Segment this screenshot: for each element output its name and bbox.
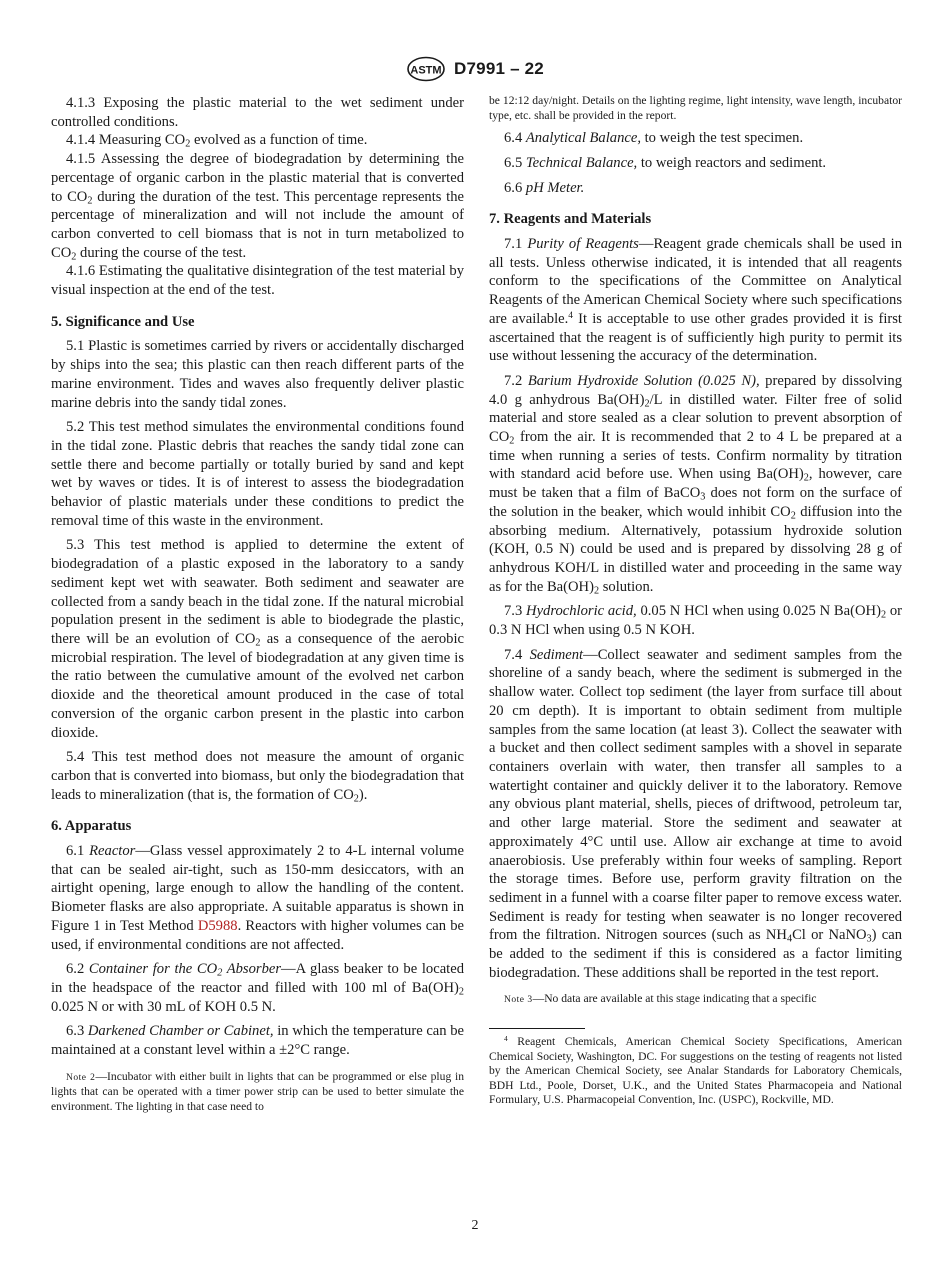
para-6-5: 6.5 Technical Balance, to weigh reactors and sediment. bbox=[504, 154, 827, 171]
page-number: 2 bbox=[471, 1218, 479, 1233]
page-header bbox=[0, 56, 950, 82]
standard-designation: D7991 – 22 bbox=[454, 59, 544, 78]
para-4-1-4: 4.1.4 Measuring $CO_2$ evolved as a function of time. bbox=[66, 132, 368, 150]
para-6-1: 6.1 Reactor—Glass vessel approximately 2 to 4-L internal volume that can be sealed air-tight, such as 150-mm desiccators, with an airtight opening, large enough to allow the handling of the content. Biometer flasks are also appropriate. A suitable apparatus is shown in Figure 1 in Test Method D5988. Reactors with higher volumes can be used, if environmental conditions are not affected. bbox=[51, 843, 465, 953]
para-4-1-6: 4.1.6 Estimating the qualitative disintegration of the test material by visual inspection at the end of the test. bbox=[51, 263, 464, 299]
footnote-4: $^4$ Reagent Chemicals, American Chemical Society Specifications, American Chemical Society, Washington, DC. For suggestions on the testing of reagents not listed by the American Chemical Society, see Analar Standards for Laboratory Chemicals, BDH Ltd., Poole, Dorset, U.K., and the United States Pharmacopeia and National Formulary, U.S. Pharmacopeial Convention, Inc. (USPC), Rockville, MD. bbox=[489, 1033, 902, 1107]
right-column bbox=[489, 94, 902, 1108]
note-2-continued: be 12:12 day/night. Details on the lighting regime, light intensity, wave length, incubator type, etc. shall be provided in the report. bbox=[489, 94, 902, 122]
para-4-1-5: 4.1.5 Assessing the degree of biodegradation by determining the percentage of organic carbon in the plastic material that is converted to $CO_2$ during the duration of the test. This percentage represents the percentage of mineralization and will not include the amount of carbon converted to cell biomass that is not in turn metabolized to $CO_2$ during the course of the test. bbox=[51, 151, 465, 263]
para-6-6: 6.6 pH Meter. bbox=[504, 179, 585, 196]
para-4-1-3: 4.1.3 Exposing the plastic material to the wet sediment under controlled conditions. bbox=[51, 95, 464, 130]
left-column bbox=[51, 94, 464, 1115]
para-7-2: 7.2 Barium Hydroxide Solution (0.025 N), prepared by dissolving 4.0 g anhydrous $Ba(OH)_2/L$ in distilled water. Filter free of solid material and store sealed as a clear solution to prevent absorption of $CO_2$ from the air. It is recommended that 2 to 4 L be prepared at a time when running a series of tests. Confirm normality by titration with standard acid before use. When using $Ba(OH)_2$, however, care must be taken that a film of BaCO$_3$ does not form on the surface of the solution in the beaker, which would inhibit $CO_2$ diffusion into the absorbing medium. Alternatively, potassium hydroxide solution (KOH, 0.5 N) could be used and is prepared by dissolving 28 g of anhydrous KOH/L in distilled water and proceeding in the same way as for the $Ba(OH)_2$ solution. bbox=[489, 372, 902, 597]
para-6-2: 6.2 Container for the $CO_2$ Absorber—A glass beaker to be located in the headspace of the reactor and filled with 100 ml of $Ba(OH)_2$ 0.025 N or with 30 mL of KOH 0.5 N. bbox=[51, 961, 465, 1015]
para-7-3: 7.3 Hydrochloric acid, 0.05 N HCl when using 0.025 N $Ba(OH)_2$ or 0.3 N HCl when using 0.5 N KOH. bbox=[489, 603, 902, 639]
section-heading-7: 7. Reagents and Materials bbox=[489, 211, 652, 228]
para-6-4: 6.4 Analytical Balance, to weigh the test specimen. bbox=[504, 130, 804, 147]
para-5-4: 5.4 This test method does not measure the amount of organic carbon that is converted into biomass, but only the biodegradation that leads to mineralization (that is, the formation of $CO_2$). bbox=[51, 749, 464, 805]
para-7-1: 7.1 Purity of Reagents—Reagent grade chemicals shall be used in all tests. Unless otherwise indicated, it is intended that all reagents conform to the specifications of the Committee on Analytical Reagents of the American Chemical Society where such specifications are available.$^4$ It is acceptable to use other grades provided it is first ascertained that the reagent is of sufficiently high purity to permit its use without lessening the accuracy of the determination. bbox=[489, 236, 903, 365]
footnote-divider bbox=[489, 1028, 585, 1029]
note-2: Note 2—Incubator with either built in lights that can be programmed or else plug in lights that can be operated with a timer power strip can be used to better simulate the environment. The lighting in that case need to bbox=[51, 1069, 464, 1113]
astm-logo-icon bbox=[406, 56, 446, 82]
para-5-1: 5.1 Plastic is sometimes carried by rivers or accidentally discharged by ships into the sea; this plastic can then reach different parts of the marine environment. Tides and waves also frequently deliver plastic marine debris into the sandy tidal zones. bbox=[51, 338, 464, 411]
section-heading-6: 6. Apparatus bbox=[51, 818, 132, 835]
para-5-3: 5.3 This test method is applied to determine the extent of biodegradation of a plastic exposed in the laboratory to a sandy sediment kept wet with seawater. Both sediment and seawater are collected from a sandy beach in the tidal zone. If the natural microbial population present in the sediment is able to biodegrade the plastic, there will be an evolution of $CO_2$ as a consequence of the aerobic microbial respiration. The level of biodegradation at any given time is the ratio between the cumulative amount of the evolved net carbon dioxide and the theoretical amount produced in the case of total conversion of the organic carbon present in the plastic into carbon dioxide. bbox=[51, 537, 464, 741]
d5988-link[interactable]: D5988 bbox=[197, 917, 238, 934]
svg-text:ASTM: ASTM bbox=[410, 64, 442, 77]
note-3: Note 3—No data are available at this stage indicating that a specific bbox=[504, 992, 817, 1006]
para-7-4: 7.4 Sediment—Collect seawater and sediment samples from the shoreline of a sandy beach, where the sediment is submerged in the shallow water. Collect top sediment (the layer from surface till about 20 cm depth). It is important to obtain sediment from multiple samples from the same location (at least 3). Collect the seawater with a bucket and then collect sediment samples with a shovel in separate containers overlain with water, then transfer all samples to a watertight container and quickly deliver it to the laboratory. Remove any obvious plant material, shells, pieces of driftwood, petroleum tar, and other large material. Store the sediment and seawater at approximately 4°C until use. Allow air exchange at time to avoid anaerobiosis. Use preferably within four weeks of sampling. Report the storage times. Before use, perform gravity filtration on the sediment in a funnel with a coarse filter paper to remove excess water. Sediment is ready for testing when seawater is no longer recovered from the filtration. Nitrogen sources (such as $NH_4Cl$ or NaNO$_3$) can be added to the sediment if this is considered as a factor limiting biodegradation. These additions shall be reported in the test report. bbox=[489, 646, 903, 981]
section-heading-5: 5. Significance and Use bbox=[51, 313, 195, 330]
para-6-3: 6.3 Darkened Chamber or Cabinet, in which the temperature can be maintained at a constant level within a ±2°C range. bbox=[51, 1023, 464, 1059]
para-5-2: 5.2 This test method simulates the environmental conditions found in the tidal zone. Plastic debris that reaches the sandy tidal zone can settle there and become partially or totally buried by sand and kept wet by waves or tides. It is of interest to assess the biodegradation behavior of plastic materials under these conditions to predict the removal time of this waste in the environment. bbox=[51, 419, 464, 529]
